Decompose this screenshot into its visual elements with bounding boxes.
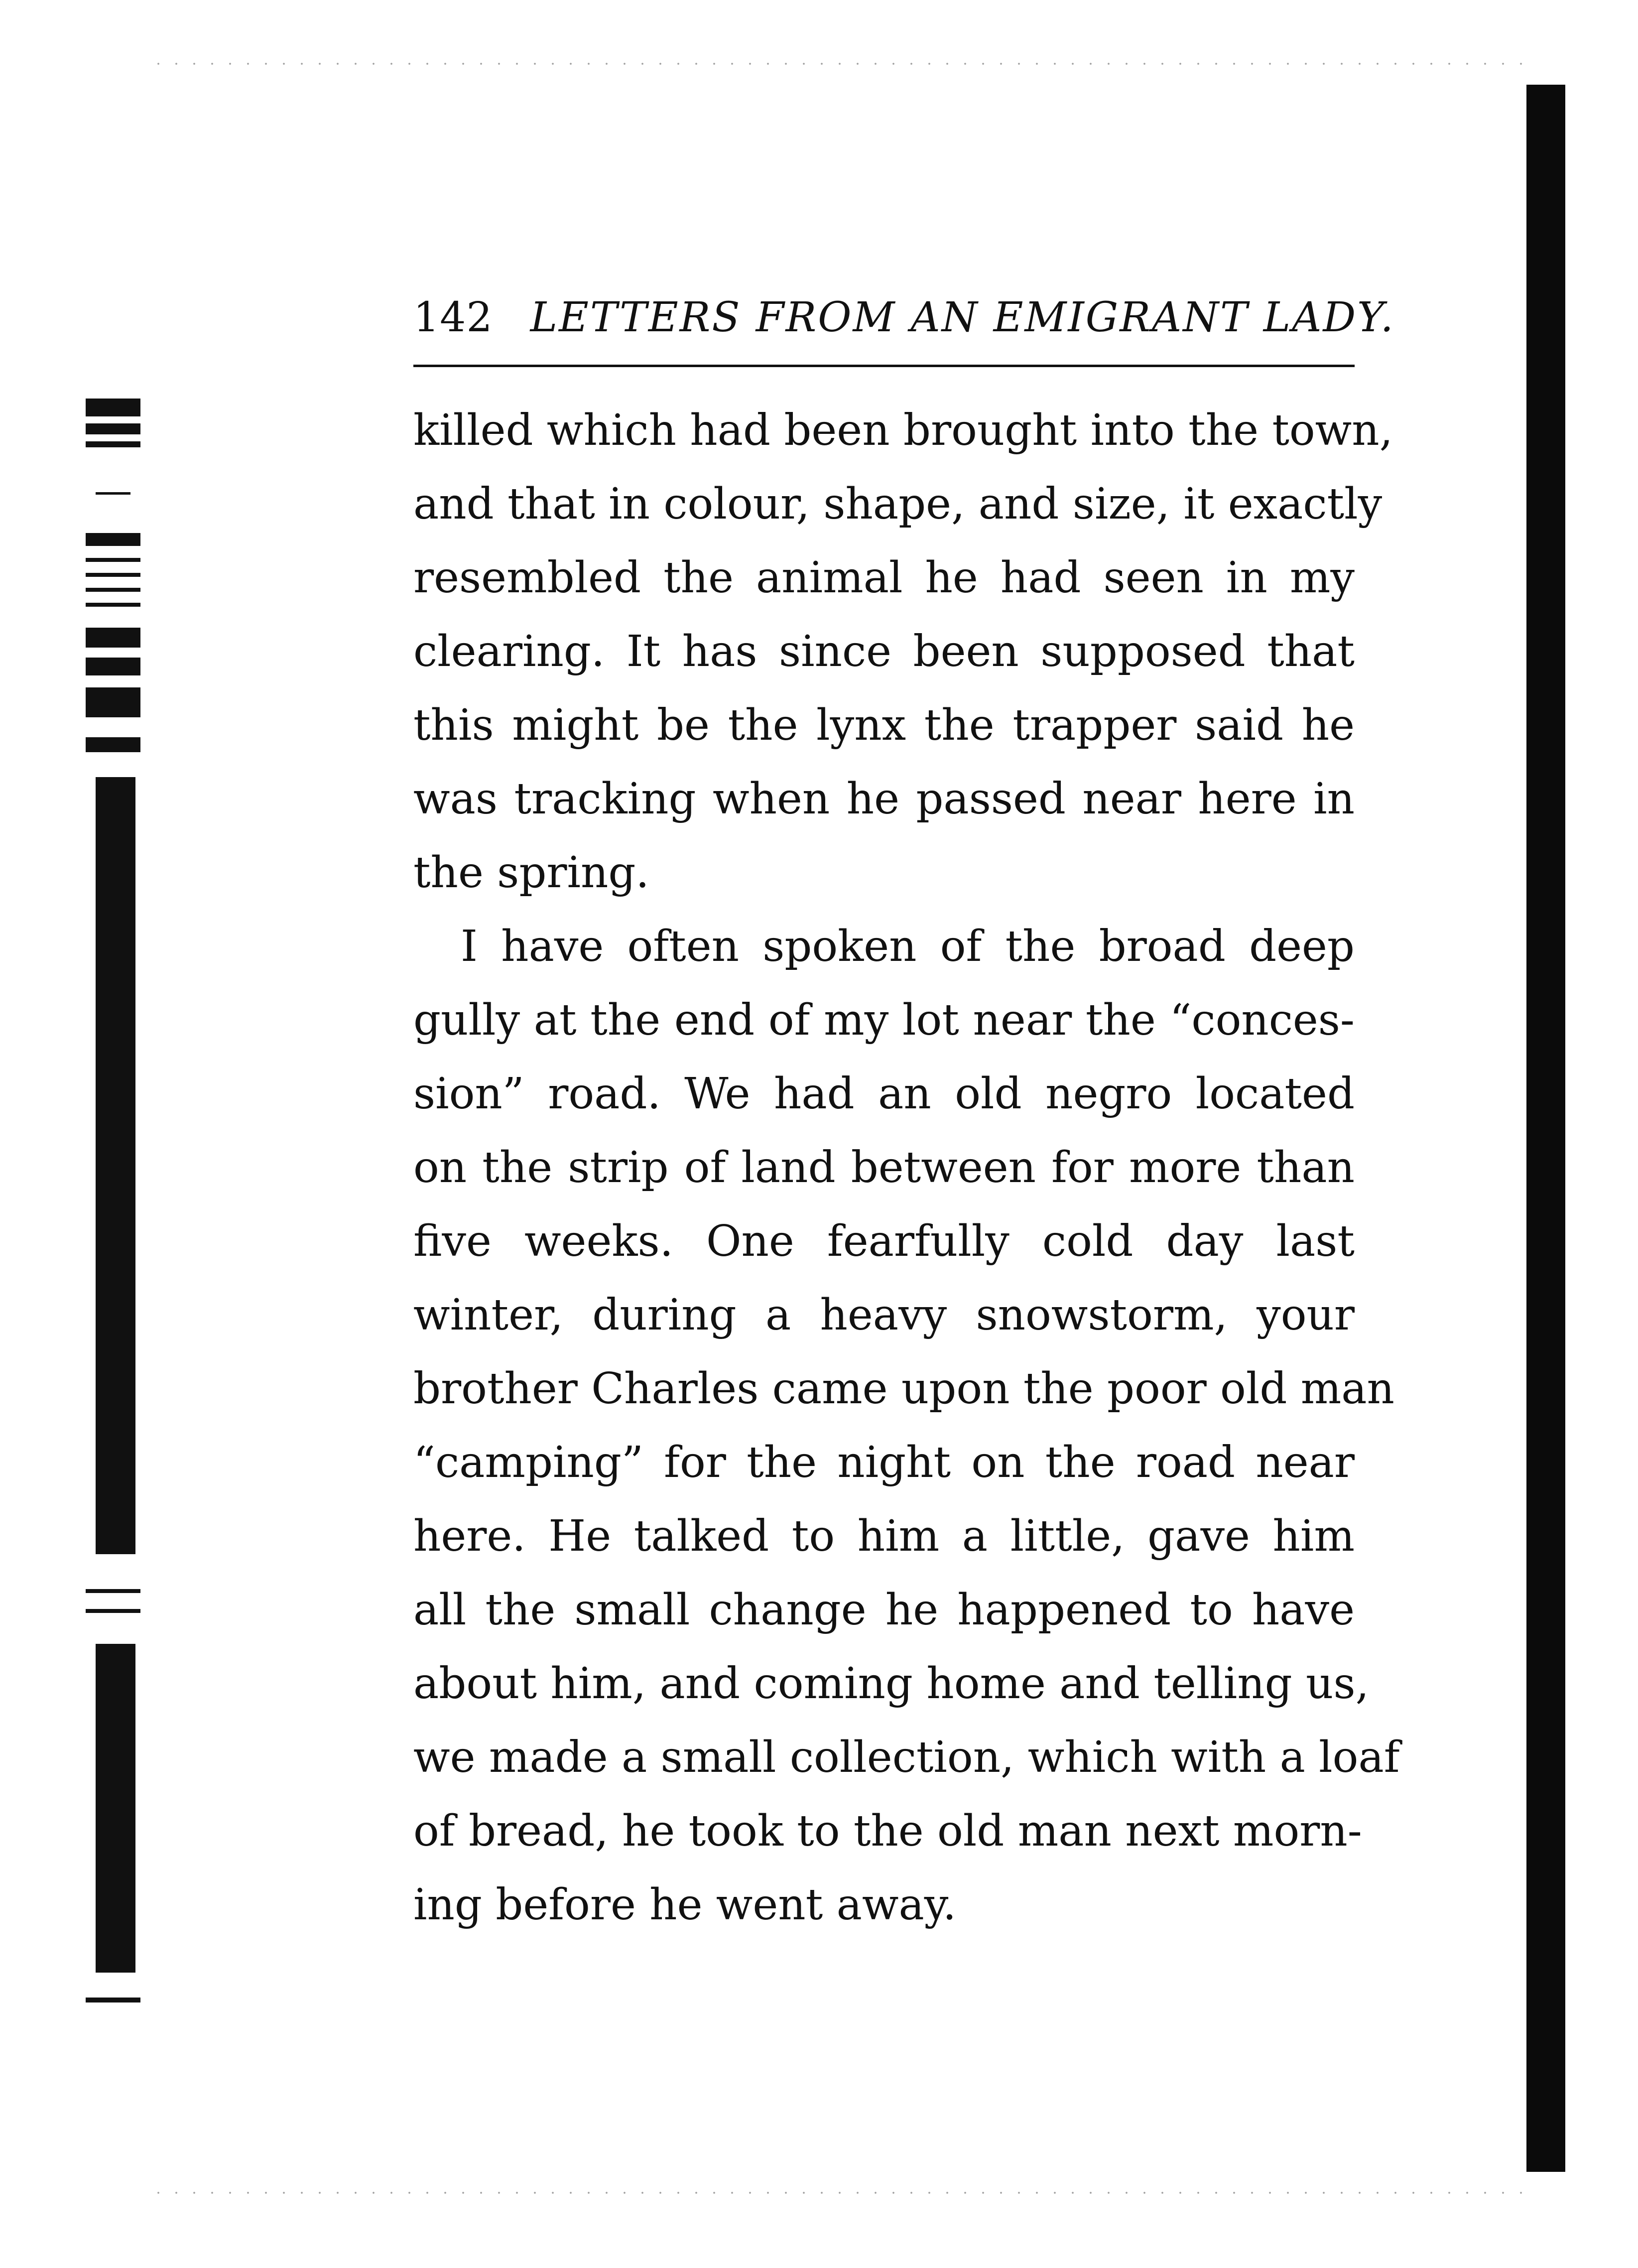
text-line: killed which had been brought into the town, [413, 405, 1393, 455]
binding-marks [86, 399, 140, 2152]
text-line: clearing. It has since been supposed that [413, 627, 1355, 676]
body-text [413, 394, 1400, 1942]
running-title: LETTERS FROM AN EMIGRANT LADY. [530, 294, 1395, 341]
text-line: winter, during a heavy snowstorm, your [413, 1290, 1355, 1340]
text-line: we made a small collection, which with a loaf [413, 1733, 1400, 1782]
text-line: resembled the animal he had seen in my [413, 553, 1355, 603]
text-line: I have often spoken of the broad deep [461, 922, 1355, 971]
scan-noise-top [149, 59, 1524, 69]
scan-noise-bottom [149, 2188, 1524, 2198]
text-line: brother Charles came upon the poor old man [413, 1364, 1394, 1414]
text-line: of bread, he took to the old man next morn- [413, 1806, 1362, 1856]
text-line: gully at the end of my lot near the “conces- [413, 995, 1355, 1045]
text-line: the spring. [413, 848, 649, 898]
text-line: five weeks. One fearfully cold day last [413, 1216, 1355, 1266]
page-number: 142 [413, 294, 493, 341]
text-line: and that in colour, shape, and size, it exactly [413, 479, 1383, 529]
text-line: this might be the lynx the trapper said he [413, 700, 1355, 750]
text-line: about him, and coming home and telling us, [413, 1659, 1369, 1709]
text-line: “camping” for the night on the road near [413, 1438, 1355, 1487]
scan-edge-right [1526, 85, 1565, 2172]
text-line: here. He talked to him a little, gave him [413, 1511, 1355, 1561]
page-header [413, 294, 1395, 341]
header-rule [413, 365, 1355, 367]
text-line: all the small change he happened to have [413, 1585, 1355, 1635]
text-line: was tracking when he passed near here in [413, 774, 1355, 824]
text-line: ing before he went away. [413, 1880, 957, 1930]
text-line: sion” road. We had an old negro located [413, 1069, 1355, 1119]
text-line: on the strip of land between for more than [413, 1143, 1355, 1193]
